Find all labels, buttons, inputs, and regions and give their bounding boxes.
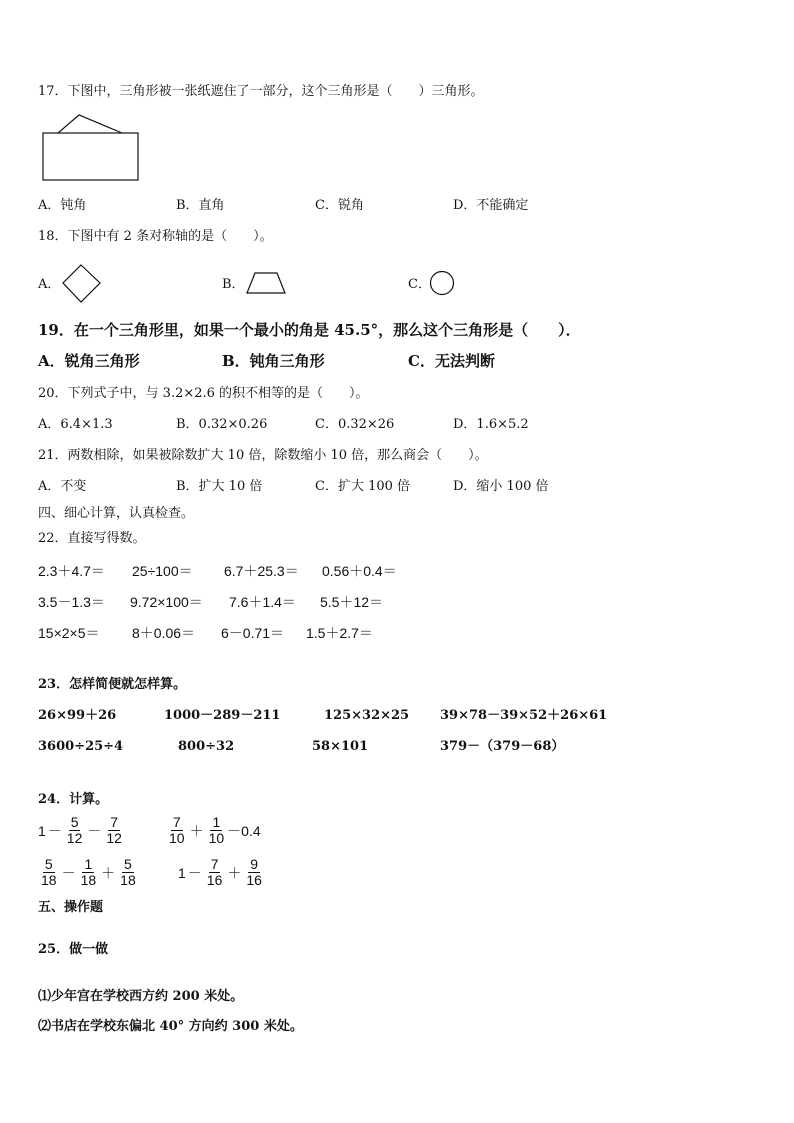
fraction: $\frac{7}{12}$	[106, 814, 122, 846]
q20-option-c: C．0.32×26	[315, 417, 395, 432]
fraction: $\frac{1}{18}$	[80, 856, 97, 888]
q22-text: 22．直接写得数。	[38, 531, 146, 546]
q22-r2-c3: 7.6＋1.4＝	[229, 594, 296, 610]
fraction: $\frac{5}{18}$	[41, 856, 57, 888]
q24-text: 24．计算。	[38, 792, 109, 807]
integer: 1	[178, 864, 186, 881]
section-5-heading: 五、操作题	[38, 900, 104, 915]
q21-option-d: D．缩小 100 倍	[453, 479, 549, 494]
q21-option-a: A．不变	[38, 479, 87, 494]
operator: －	[47, 822, 62, 839]
q18-option-b: B．	[222, 277, 245, 292]
q22-r3-c2: 8＋0.06＝	[132, 625, 196, 641]
fraction: $\frac{7}{16}$	[206, 856, 223, 888]
integer: 1	[38, 822, 46, 839]
operator: ＋	[189, 822, 204, 839]
q24-expression-1	[38, 815, 125, 846]
tail-term: －0.4	[227, 822, 261, 839]
q20-option-a: A．6.4×1.3	[38, 417, 113, 432]
trapezoid-figure	[246, 272, 288, 296]
q17-text: 17．下图中，三角形被一张纸遮住了一部分，这个三角形是（ ）三角形。	[38, 84, 484, 99]
fraction: $\frac{7}{10}$	[169, 814, 185, 846]
q23-r2-c4: 379－（379－68）	[440, 739, 565, 754]
q24-expression-2	[166, 815, 261, 846]
q23-r1-c4: 39×78－39×52＋26×61	[440, 708, 608, 723]
q23-r1-c3: 125×32×25	[324, 708, 410, 723]
circle-figure	[430, 271, 456, 297]
q23-r2-c1: 3600÷25÷4	[38, 739, 124, 754]
q17-option-d: D．不能确定	[453, 198, 529, 213]
q19-text: 19．在一个三角形里，如果一个最小的角是 45.5°，那么这个三角形是（ ）．	[38, 321, 581, 339]
q22-r1-c4: 0.56＋0.4＝	[322, 563, 397, 579]
q22-r3-c4: 1.5＋2.7＝	[306, 625, 373, 641]
operator: ＋	[101, 864, 116, 881]
q17-option-b: B．直角	[176, 198, 225, 213]
q20-text: 20．下列式子中，与 3.2×2.6 的积不相等的是（ ）。	[38, 386, 369, 401]
q22-r3-c1: 15×2×5＝	[38, 625, 100, 641]
q23-r2-c2: 800÷32	[178, 739, 235, 754]
q23-r2-c3: 58×101	[312, 739, 369, 754]
operator: ＋	[227, 864, 242, 881]
operator: －	[87, 822, 102, 839]
q25-item-1: ⑴少年宫在学校西方约 200 米处。	[38, 989, 244, 1004]
q24-expression-4	[178, 857, 265, 888]
operator: －	[61, 864, 76, 881]
q22-r2-c4: 5.5＋12＝	[320, 594, 384, 610]
q23-r1-c1: 26×99＋26	[38, 708, 117, 723]
fraction: $\frac{5}{12}$	[66, 814, 83, 846]
operator: －	[187, 864, 202, 881]
q23-text: 23．怎样简便就怎样算。	[38, 677, 187, 692]
q21-text: 21．两数相除，如果被除数扩大 10 倍，除数缩小 10 倍，那么商会（ ）。	[38, 448, 488, 463]
q17-option-a: A．钝角	[38, 198, 87, 213]
fraction: $\frac{9}{16}$	[246, 856, 262, 888]
q20-option-b: B．0.32×0.26	[176, 417, 268, 432]
q24-expression-3	[38, 857, 139, 888]
q18-option-a: A．	[38, 277, 61, 292]
q25-item-2: ⑵书店在学校东偏北 40° 方向约 300 米处。	[38, 1019, 303, 1034]
q22-r3-c3: 6－0.71＝	[221, 625, 285, 641]
q17-option-c: C．锐角	[315, 198, 364, 213]
q22-r1-c1: 2.3＋4.7＝	[38, 563, 105, 579]
q22-r2-c1: 3.5－1.3＝	[38, 594, 105, 610]
fraction: $\frac{5}{18}$	[120, 856, 136, 888]
q21-option-c: C．扩大 100 倍	[315, 479, 411, 494]
q25-text: 25．做一做	[38, 942, 109, 957]
q19-option-a: A．锐角三角形	[38, 352, 140, 370]
q23-r1-c2: 1000－289－211	[164, 708, 281, 723]
q22-r1-c3: 6.7＋25.3＝	[224, 563, 299, 579]
q19-option-c: C．无法判断	[408, 352, 495, 370]
q21-option-b: B．扩大 10 倍	[176, 479, 263, 494]
q19-option-b: B．钝角三角形	[222, 352, 325, 370]
q22-r1-c2: 25÷100＝	[132, 563, 193, 579]
fraction: $\frac{1}{10}$	[208, 814, 225, 846]
section-4-heading: 四、细心计算，认真检查。	[38, 506, 195, 521]
q20-option-d: D．1.6×5.2	[453, 417, 529, 432]
q18-option-c: C．	[408, 277, 431, 292]
q17-covered-triangle-figure	[42, 112, 142, 182]
rhombus-figure	[62, 264, 102, 304]
q18-text: 18．下图中有 2 条对称轴的是（ ）。	[38, 229, 273, 244]
q22-r2-c2: 9.72×100＝	[130, 594, 203, 610]
